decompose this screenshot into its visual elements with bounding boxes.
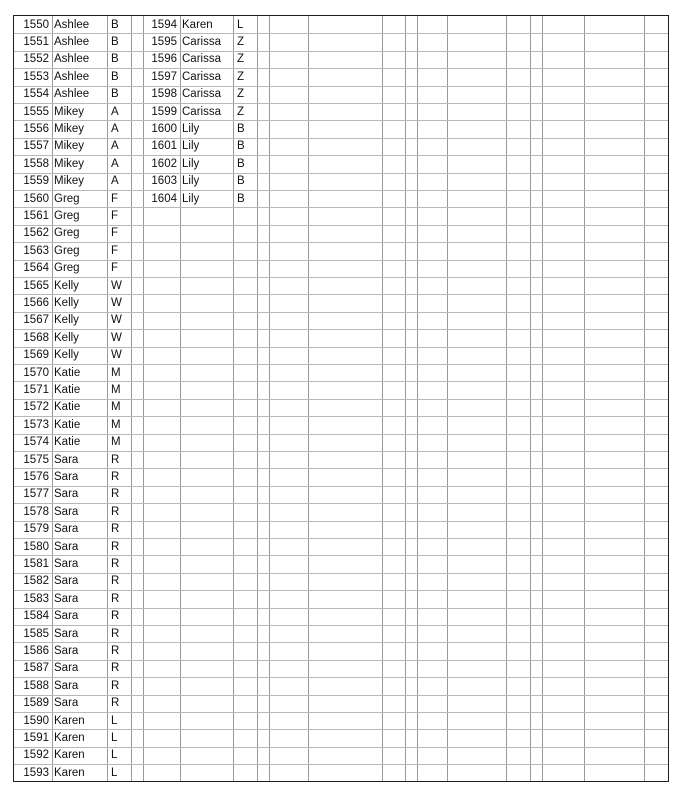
cell-name[interactable]: Mikey — [54, 105, 85, 118]
cell-code[interactable]: A — [111, 157, 119, 170]
cell-code[interactable]: F — [111, 209, 119, 222]
cell-name[interactable]: Greg — [54, 227, 80, 240]
cell-code[interactable]: Z — [237, 70, 245, 83]
cell-code[interactable]: L — [237, 18, 244, 31]
cell-name[interactable]: Karen — [54, 731, 85, 744]
cell-number[interactable]: 1556 — [23, 122, 49, 135]
cell-name[interactable]: Lily — [182, 140, 200, 153]
cell-code[interactable]: R — [111, 488, 120, 501]
cell-number[interactable]: 1576 — [23, 470, 49, 483]
cell-name[interactable]: Ashlee — [54, 35, 90, 48]
cell-number[interactable]: 1573 — [23, 418, 49, 431]
cell-number[interactable]: 1575 — [23, 453, 49, 466]
cell-code[interactable]: B — [111, 70, 119, 83]
cell-code[interactable]: R — [111, 540, 120, 553]
cell-name[interactable]: Sara — [54, 505, 79, 518]
cell-name[interactable]: Mikey — [54, 157, 85, 170]
cell-number[interactable]: 1604 — [151, 192, 177, 205]
cell-number[interactable]: 1589 — [23, 697, 49, 710]
cell-name[interactable]: Lily — [182, 192, 200, 205]
cell-number[interactable]: 1555 — [23, 105, 49, 118]
cell-name[interactable]: Sara — [54, 523, 79, 536]
cell-number[interactable]: 1596 — [151, 53, 177, 66]
cell-name[interactable]: Lily — [182, 157, 200, 170]
cell-name[interactable]: Sara — [54, 488, 79, 501]
cell-number[interactable]: 1564 — [23, 262, 49, 275]
cell-name[interactable]: Sara — [54, 557, 79, 570]
cell-code[interactable]: R — [111, 575, 120, 588]
cell-name[interactable]: Mikey — [54, 122, 85, 135]
cell-number[interactable]: 1563 — [23, 244, 49, 257]
cell-number[interactable]: 1581 — [23, 557, 49, 570]
cell-code[interactable]: F — [111, 244, 119, 257]
spreadsheet-grid — [13, 15, 669, 782]
cell-code[interactable]: Z — [237, 88, 245, 101]
cell-name[interactable]: Lily — [182, 122, 200, 135]
cell-name[interactable]: Ashlee — [54, 18, 90, 31]
cell-name[interactable]: Ashlee — [54, 88, 90, 101]
cell-code[interactable]: Z — [237, 53, 245, 66]
cell-name[interactable]: Sara — [54, 627, 79, 640]
cell-name[interactable]: Kelly — [54, 349, 79, 362]
cell-code[interactable]: M — [111, 418, 121, 431]
cell-name[interactable]: Greg — [54, 209, 80, 222]
cell-code[interactable]: R — [111, 697, 120, 710]
cell-number[interactable]: 1578 — [23, 505, 49, 518]
cell-number[interactable]: 1566 — [23, 296, 49, 309]
cell-name[interactable]: Karen — [54, 749, 85, 762]
cell-code[interactable]: B — [111, 88, 119, 101]
cell-name[interactable]: Carissa — [182, 105, 221, 118]
cell-number[interactable]: 1553 — [23, 70, 49, 83]
cell-name[interactable]: Sara — [54, 453, 79, 466]
cell-name[interactable]: Ashlee — [54, 70, 90, 83]
cell-number[interactable]: 1579 — [23, 523, 49, 536]
cell-number[interactable]: 1601 — [151, 140, 177, 153]
cell-name[interactable]: Karen — [54, 714, 85, 727]
cell-number[interactable]: 1602 — [151, 157, 177, 170]
cell-number[interactable]: 1598 — [151, 88, 177, 101]
cell-code[interactable]: Z — [237, 35, 245, 48]
cell-number[interactable]: 1560 — [23, 192, 49, 205]
cell-number[interactable]: 1561 — [23, 209, 49, 222]
cell-name[interactable]: Sara — [54, 610, 79, 623]
cell-number[interactable]: 1599 — [151, 105, 177, 118]
cell-name[interactable]: Sara — [54, 679, 79, 692]
cell-name[interactable]: Katie — [54, 418, 81, 431]
cell-number[interactable]: 1580 — [23, 540, 49, 553]
cell-code[interactable]: M — [111, 383, 121, 396]
cell-name[interactable]: Carissa — [182, 88, 221, 101]
cell-number[interactable]: 1584 — [23, 610, 49, 623]
cell-number[interactable]: 1593 — [23, 766, 49, 779]
cell-name[interactable]: Kelly — [54, 296, 79, 309]
cell-number[interactable]: 1568 — [23, 331, 49, 344]
cell-number[interactable]: 1594 — [151, 18, 177, 31]
cell-name[interactable]: Sara — [54, 697, 79, 710]
cell-name[interactable]: Kelly — [54, 279, 79, 292]
cell-code[interactable]: L — [111, 766, 118, 779]
cell-number[interactable]: 1552 — [23, 53, 49, 66]
cell-name[interactable]: Lily — [182, 175, 200, 188]
cell-code[interactable]: L — [111, 714, 118, 727]
cell-number[interactable]: 1570 — [23, 366, 49, 379]
cell-name[interactable]: Katie — [54, 383, 81, 396]
cell-name[interactable]: Mikey — [54, 140, 85, 153]
cell-name[interactable]: Karen — [54, 766, 85, 779]
cell-number[interactable]: 1597 — [151, 70, 177, 83]
cell-name[interactable]: Carissa — [182, 35, 221, 48]
cell-name[interactable]: Mikey — [54, 175, 85, 188]
cell-code[interactable]: W — [111, 314, 122, 327]
cell-name[interactable]: Sara — [54, 662, 79, 675]
cell-number[interactable]: 1559 — [23, 175, 49, 188]
cell-code[interactable]: A — [111, 175, 119, 188]
cell-number[interactable]: 1585 — [23, 627, 49, 640]
cell-code[interactable]: M — [111, 366, 121, 379]
cell-code[interactable]: R — [111, 644, 120, 657]
cell-code[interactable]: B — [237, 157, 245, 170]
cell-name[interactable]: Katie — [54, 436, 81, 449]
cell-name[interactable]: Sara — [54, 644, 79, 657]
cell-number[interactable]: 1583 — [23, 592, 49, 605]
cell-number[interactable]: 1554 — [23, 88, 49, 101]
cell-number[interactable]: 1569 — [23, 349, 49, 362]
cell-name[interactable]: Kelly — [54, 331, 79, 344]
cell-code[interactable]: R — [111, 627, 120, 640]
cell-code[interactable]: B — [237, 122, 245, 135]
cell-code[interactable]: B — [111, 18, 119, 31]
cell-code[interactable]: W — [111, 279, 122, 292]
cell-number[interactable]: 1565 — [23, 279, 49, 292]
cell-code[interactable]: M — [111, 401, 121, 414]
cell-number[interactable]: 1586 — [23, 644, 49, 657]
cell-number[interactable]: 1571 — [23, 383, 49, 396]
cell-code[interactable]: A — [111, 122, 119, 135]
cell-code[interactable]: R — [111, 679, 120, 692]
cell-name[interactable]: Karen — [182, 18, 213, 31]
cell-code[interactable]: R — [111, 662, 120, 675]
cell-code[interactable]: W — [111, 331, 122, 344]
cell-code[interactable]: F — [111, 192, 119, 205]
cell-code[interactable]: A — [111, 105, 119, 118]
cell-name[interactable]: Greg — [54, 192, 80, 205]
cell-code[interactable]: R — [111, 505, 120, 518]
cell-code[interactable]: R — [111, 610, 120, 623]
cell-name[interactable]: Greg — [54, 262, 80, 275]
cell-code[interactable]: F — [111, 227, 119, 240]
cell-number[interactable]: 1592 — [23, 749, 49, 762]
cell-name[interactable]: Kelly — [54, 314, 79, 327]
cell-code[interactable]: A — [111, 140, 119, 153]
cell-name[interactable]: Carissa — [182, 70, 221, 83]
cell-number[interactable]: 1562 — [23, 227, 49, 240]
cell-number[interactable]: 1595 — [151, 35, 177, 48]
cell-number[interactable]: 1582 — [23, 575, 49, 588]
cell-code[interactable]: R — [111, 453, 120, 466]
cell-code[interactable]: F — [111, 262, 119, 275]
cell-code[interactable]: B — [237, 192, 245, 205]
cell-code[interactable]: Z — [237, 105, 245, 118]
cell-number[interactable]: 1572 — [23, 401, 49, 414]
cell-code[interactable]: R — [111, 557, 120, 570]
cell-number[interactable]: 1574 — [23, 436, 49, 449]
cell-number[interactable]: 1587 — [23, 662, 49, 675]
cell-name[interactable]: Katie — [54, 401, 81, 414]
cell-code[interactable]: R — [111, 523, 120, 536]
cell-number[interactable]: 1577 — [23, 488, 49, 501]
cell-number[interactable]: 1551 — [23, 35, 49, 48]
cell-number[interactable]: 1558 — [23, 157, 49, 170]
cell-code[interactable]: W — [111, 296, 122, 309]
cell-code[interactable]: B — [111, 35, 119, 48]
cell-number[interactable]: 1588 — [23, 679, 49, 692]
cell-code[interactable]: R — [111, 470, 120, 483]
cell-code[interactable]: L — [111, 731, 118, 744]
cell-code[interactable]: W — [111, 349, 122, 362]
cell-number[interactable]: 1567 — [23, 314, 49, 327]
cell-name[interactable]: Sara — [54, 540, 79, 553]
cell-number[interactable]: 1590 — [23, 714, 49, 727]
cell-name[interactable]: Carissa — [182, 53, 221, 66]
cell-code[interactable]: B — [237, 175, 245, 188]
cell-code[interactable]: L — [111, 749, 118, 762]
cell-name[interactable]: Sara — [54, 592, 79, 605]
cell-code[interactable]: B — [237, 140, 245, 153]
cell-number[interactable]: 1550 — [23, 18, 49, 31]
cell-name[interactable]: Sara — [54, 470, 79, 483]
cell-number[interactable]: 1557 — [23, 140, 49, 153]
cell-name[interactable]: Greg — [54, 244, 80, 257]
cell-name[interactable]: Ashlee — [54, 53, 90, 66]
cell-name[interactable]: Katie — [54, 366, 81, 379]
cell-number[interactable]: 1600 — [151, 122, 177, 135]
cell-code[interactable]: M — [111, 436, 121, 449]
cell-code[interactable]: R — [111, 592, 120, 605]
cell-number[interactable]: 1591 — [23, 731, 49, 744]
cell-name[interactable]: Sara — [54, 575, 79, 588]
cell-number[interactable]: 1603 — [151, 175, 177, 188]
cell-code[interactable]: B — [111, 53, 119, 66]
